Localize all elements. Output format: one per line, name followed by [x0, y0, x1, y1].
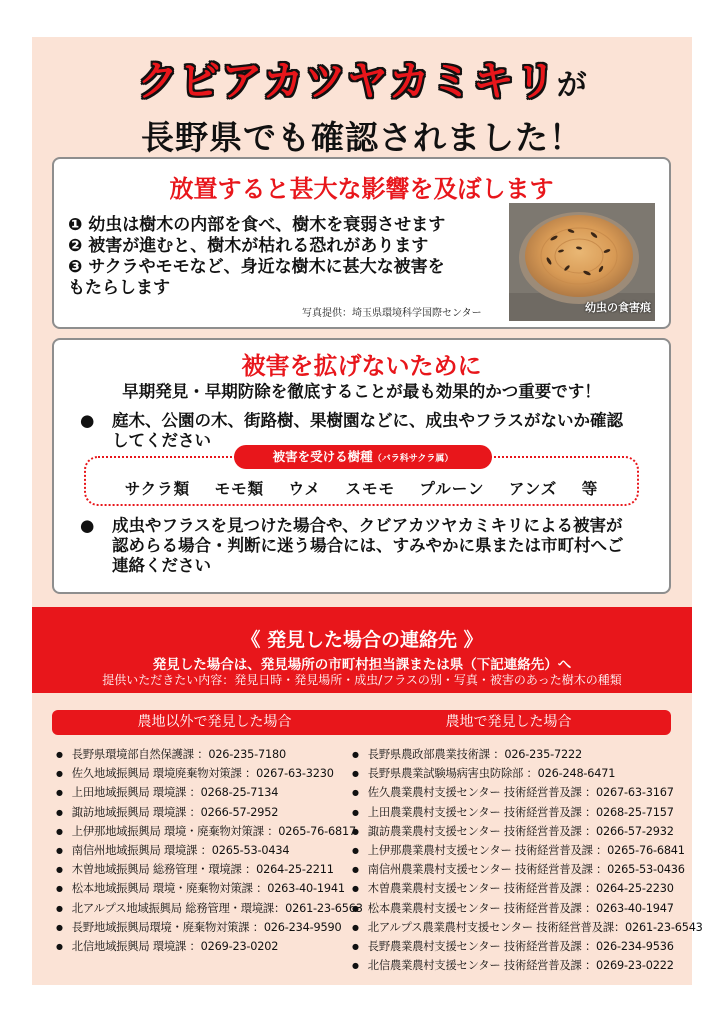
- impact-item-1: ❶ 幼虫は樹木の内部を食べ、樹木を衰弱させます: [68, 215, 446, 235]
- title-particle: が: [556, 68, 587, 103]
- contact-row: ● 北信農業農村支援センター 技術経営普及課 ：0269-23-0222: [352, 957, 703, 976]
- contact-row: ● 佐久農業農村支援センター 技術経営普及課 ：0267-63-3167: [352, 784, 703, 803]
- bullet-2-line-3: 連絡ください: [112, 556, 211, 575]
- contact-row: ● 北アルプス農業農村支援センター 技術経営普及課：0261-23-6543: [352, 919, 703, 938]
- contact-row: ● 松本農業農村支援センター 技術経営普及課 ：0263-40-1947: [352, 900, 703, 919]
- impact-box: [52, 157, 671, 329]
- pest-name: クビアカツヤカミキリ: [137, 57, 557, 105]
- prevention-subheading: 早期発見・早期防除を徹底することが最も効果的かつ重要です！: [122, 382, 601, 401]
- species-item: モモ類: [214, 480, 265, 498]
- species-item: アンズ: [508, 480, 558, 498]
- bullet-1-line-2: してください: [112, 431, 211, 450]
- bullet-mark: ●: [80, 411, 95, 430]
- bullet-2-line-1: 成虫やフラスを見つけた場合や、クビアカツヤカミキリによる被害が: [112, 516, 623, 535]
- contact-heading: 《 発見した場合の連絡先 》: [241, 629, 483, 651]
- poster-subtitle: 長野県でも確認されました！: [141, 118, 583, 157]
- non-farmland-heading: 農地以外で発見した場合: [52, 710, 377, 735]
- bullet-2-line-2: 認めらる場合・判断に迷う場合には、すみやかに県または市町村へご: [112, 536, 624, 555]
- affected-species-box: [84, 449, 639, 506]
- contact-row: ● 諏訪農業農村支援センター 技術経営普及課 ：0266-57-2932: [352, 823, 703, 842]
- contact-row: ● 北信地域振興局 環境課 ：0269-23-0202: [56, 938, 363, 957]
- impact-item-2: ❷ 被害が進むと、樹木が枯れる恐れがあります: [68, 236, 429, 256]
- farmland-contact-list: [352, 746, 703, 976]
- contact-row: ● 長野農業農村支援センター 技術経営普及課 ：026-234-9536: [352, 938, 703, 957]
- species-label-text: 被害を受ける樹種: [272, 449, 373, 464]
- larva-damage-photo: [509, 203, 655, 321]
- contact-subheading: 発見した場合は、発見場所の市町村担当課または県（下記連絡先）へ: [152, 657, 572, 673]
- species-label-note: （バラ科サクラ属）: [372, 454, 454, 464]
- species-item: 等: [581, 480, 599, 498]
- species-item: サクラ類: [124, 480, 191, 498]
- impact-heading: 放置すると甚大な影響を及ぼします: [169, 175, 554, 203]
- contact-row: ● 松本地域振興局 環境・廃棄物対策課 ：0263-40-1941: [56, 880, 363, 899]
- contact-row: ● 上伊那地域振興局 環境・廃棄物対策課 ：0265-76-6817: [56, 823, 363, 842]
- bullet-mark: ●: [80, 516, 95, 535]
- contact-row: ● 長野県農業試験場病害虫防除部 ：026-248-6471: [352, 765, 703, 784]
- affected-species-label: [234, 445, 492, 469]
- contact-row: ● 上伊那農業農村支援センター 技術経営普及課 ：0265-76-6841: [352, 842, 703, 861]
- prevention-box: [52, 338, 671, 594]
- photo-credit: 写真提供：埼玉県環境科学国際センター: [302, 308, 482, 319]
- contact-row: ● 佐久地域振興局 環境廃棄物対策課 ：0267-63-3230: [56, 765, 363, 784]
- species-item: ウメ: [288, 480, 322, 498]
- impact-item-3: ❸ サクラやモモなど、身近な樹木に甚大な被害を: [68, 257, 445, 277]
- impact-list: [68, 215, 508, 299]
- contact-row: ● 長野地域振興局環境・廃棄物対策課 ：026-234-9590: [56, 919, 363, 938]
- contact-row: ● 上田農業農村支援センター 技術経営普及課 ：0268-25-7157: [352, 804, 703, 823]
- contact-row: ● 上田地域振興局 環境課 ：0268-25-7134: [56, 784, 363, 803]
- contact-row: ● 木曽地域振興局 総務管理・環境課 ：0264-25-2211: [56, 861, 363, 880]
- species-list: [86, 477, 637, 499]
- impact-item-3-cont: もたらします: [68, 278, 170, 298]
- non-farmland-contact-list: [56, 746, 363, 957]
- contact-row: ● 木曽農業農村支援センター 技術経営普及課 ：0264-25-2230: [352, 880, 703, 899]
- contact-row: ● 諏訪地域振興局 環境課 ：0266-57-2952: [56, 804, 363, 823]
- contact-band: [32, 607, 692, 693]
- photo-caption: 幼虫の食害痕: [585, 301, 651, 314]
- contact-info: 提供いただきたい内容：発見日時・発見場所・成虫/フラスの別・写真・被害のあった樹木の種類: [102, 673, 622, 687]
- contact-row: ● 北アルプス地域振興局 総務管理・環境課：0261-23-6563: [56, 900, 363, 919]
- bullet-1-line-1: 庭木、公園の木、街路樹、果樹園などに、成虫やフラスがないか確認: [112, 411, 624, 430]
- contact-row: ● 南信州地域振興局 環境課 ：0265-53-0434: [56, 842, 363, 861]
- contact-row: ● 南信州農業農村支援センター 技術経営普及課 ：0265-53-0436: [352, 861, 703, 880]
- contact-row: ● 長野県農政部農業技術課 ：026-235-7222: [352, 746, 703, 765]
- species-item: スモモ: [345, 480, 395, 498]
- farmland-heading: 農地で発見した場合: [346, 710, 671, 735]
- prevention-heading: 被害を拡げないために: [241, 352, 482, 380]
- species-item: プルーン: [419, 480, 485, 498]
- poster-title: [0, 48, 724, 107]
- contact-row: ● 長野県環境部自然保護課 ：026-235-7180: [56, 746, 363, 765]
